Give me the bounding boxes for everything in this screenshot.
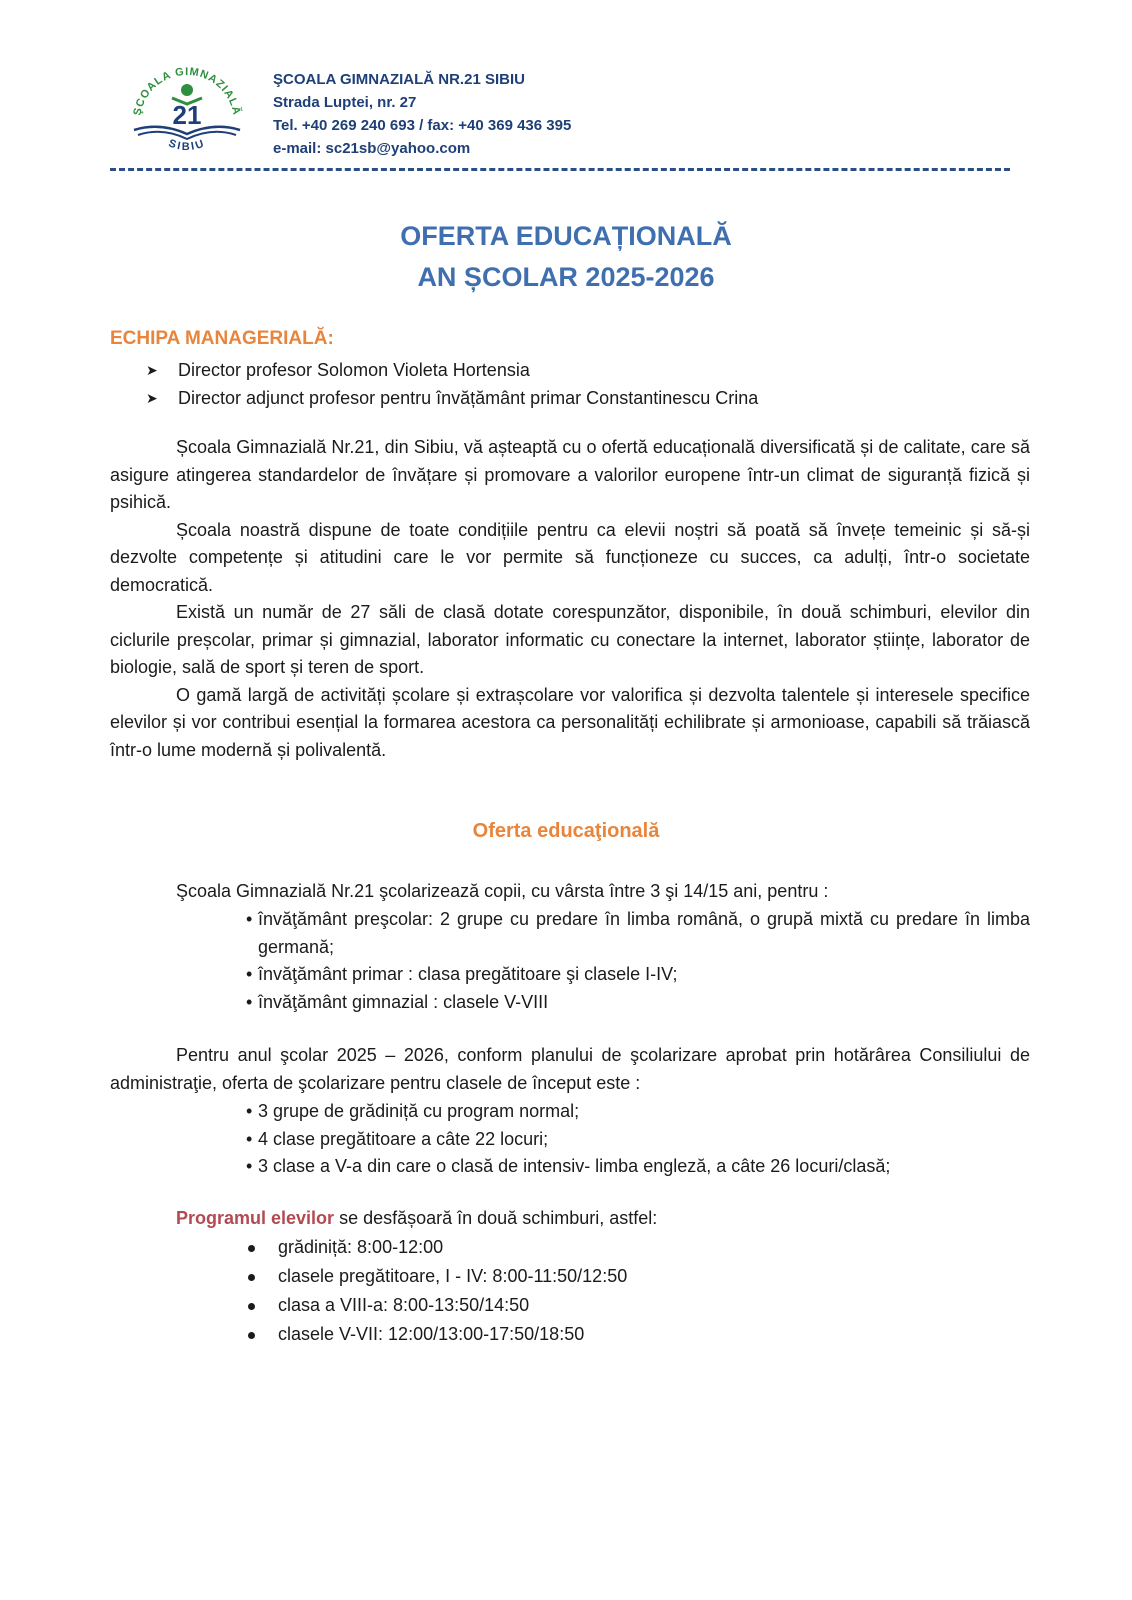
school-name: ŞCOALA GIMNAZIALĂ NR.21 SIBIU bbox=[273, 71, 525, 88]
school-email[interactable]: e-mail: sc21sb@yahoo.com bbox=[273, 140, 471, 157]
oferta-heading: Oferta educaţională bbox=[472, 820, 660, 842]
program-lead: Programul elevilor bbox=[176, 1208, 335, 1228]
oferta-intro: Şcoala Gimnazială Nr.21 şcolarizează copii, cu vârsta între 3 şi 14/15 ani, pentru : bbox=[176, 881, 829, 901]
program-intro bbox=[176, 1205, 657, 1233]
bullet-icon: • bbox=[246, 1101, 253, 1121]
bullet-icon bbox=[248, 1303, 255, 1310]
management-list bbox=[146, 356, 758, 412]
school-address: Strada Luptei, nr. 27 bbox=[273, 94, 417, 111]
list-item: • 3 grupe de grădiniță cu program normal; bbox=[246, 1098, 1030, 1126]
school-logo bbox=[120, 60, 254, 164]
schedule-list bbox=[246, 1233, 627, 1349]
list-item: • învăţământ preşcolar: 2 grupe cu predare în limba română, o grupă mixtă cu predare în limba germană; bbox=[246, 906, 1030, 961]
title-line-1: OFERTA EDUCAȚIONALĂ bbox=[400, 221, 732, 251]
plan-list bbox=[246, 1098, 1030, 1181]
arrow-bullet-icon: ➤ bbox=[146, 362, 158, 378]
list-item: • învăţământ gimnazial : clasele V-VIII bbox=[246, 989, 1030, 1017]
school-phone: Tel. +40 269 240 693 / fax: +40 369 436 395 bbox=[273, 117, 572, 134]
paragraph: O gamă largă de activități școlare și extrașcolare vor valorifica și dezvolta talentele și interesele specifice elevilor și vor contribui esențial la formarea acestora ca personalități echilibrate și armonioase, capabili să trăiască într-o lume modernă și polivalentă. bbox=[110, 684, 1030, 760]
bullet-icon: • bbox=[246, 964, 253, 984]
page-title bbox=[0, 216, 1132, 298]
logo-city: SIBIU bbox=[166, 137, 208, 154]
title-line-2: AN ȘCOLAR 2025-2026 bbox=[417, 262, 715, 292]
bullet-icon bbox=[248, 1332, 255, 1339]
list-item: ➤ Director profesor Solomon Violeta Hortensia bbox=[146, 356, 758, 384]
header-divider bbox=[110, 168, 1010, 171]
logo-number: 21 bbox=[172, 100, 202, 130]
intro-text bbox=[110, 434, 1030, 764]
bullet-icon bbox=[248, 1274, 255, 1281]
list-item: • învăţământ primar : clasa pregătitoare şi clasele I-IV; bbox=[246, 961, 1030, 989]
contact-block bbox=[273, 68, 571, 160]
list-item: ➤ Director adjunct profesor pentru învățământ primar Constantinescu Crina bbox=[146, 384, 758, 412]
management-heading: ECHIPA MANAGERIALĂ: bbox=[110, 328, 334, 349]
list-item: grădiniță: 8:00-12:00 bbox=[246, 1233, 627, 1262]
education-levels-list bbox=[246, 906, 1030, 1016]
list-item: clasele V-VII: 12:00/13:00-17:50/18:50 bbox=[246, 1320, 627, 1349]
list-item: • 3 clase a V-a din care o clasă de intensiv- limba engleză, a câte 26 locuri/clasă; bbox=[246, 1153, 1030, 1181]
plan-intro: Pentru anul şcolar 2025 – 2026, conform planului de şcolarizare aprobat prin hotărârea Consiliului de administraţie, oferta de şcolarizare pentru clasele de început este : bbox=[110, 1045, 1030, 1093]
bullet-icon: • bbox=[246, 991, 253, 1012]
paragraph: Școala noastră dispune de toate condițiile pentru ca elevii noștri să poată să învețe temeinic și să-și dezvolte competențe și atitudini care le vor permite să funcționeze cu succes, ca adulți, într-o societate democratică. bbox=[110, 519, 1030, 595]
program-rest: se desfășoară în două schimburi, astfel: bbox=[334, 1208, 658, 1228]
bullet-icon: • bbox=[246, 909, 253, 929]
list-item: clasele pregătitoare, I - IV: 8:00-11:50/12:50 bbox=[246, 1262, 627, 1291]
bullet-icon bbox=[248, 1245, 255, 1252]
paragraph: Școala Gimnazială Nr.21, din Sibiu, vă așteaptă cu o ofertă educațională diversificată și de calitate, care să asigure atingerea standardelor de învățare și promovare a valorilor europene într-un climat de siguranță fizică și psihică. bbox=[110, 437, 1030, 512]
arrow-bullet-icon: ➤ bbox=[146, 390, 158, 406]
paragraph: Există un număr de 27 săli de clasă dotate corespunzător, disponibile, în două schimburi, elevilor din ciclurile preșcolar, primar și gimnazial, laborator informatic cu conectare la internet, laborator științe, laborator de biologie, sală de sport și teren de sport. bbox=[110, 602, 1030, 677]
logo-arc-text: ŞCOALA GIMNAZIALĂ bbox=[131, 65, 243, 117]
bullet-icon: • bbox=[246, 1156, 253, 1176]
list-item: clasa a VIII-a: 8:00-13:50/14:50 bbox=[246, 1291, 627, 1320]
bullet-icon: • bbox=[246, 1128, 253, 1149]
list-item: • 4 clase pregătitoare a câte 22 locuri; bbox=[246, 1126, 1030, 1154]
